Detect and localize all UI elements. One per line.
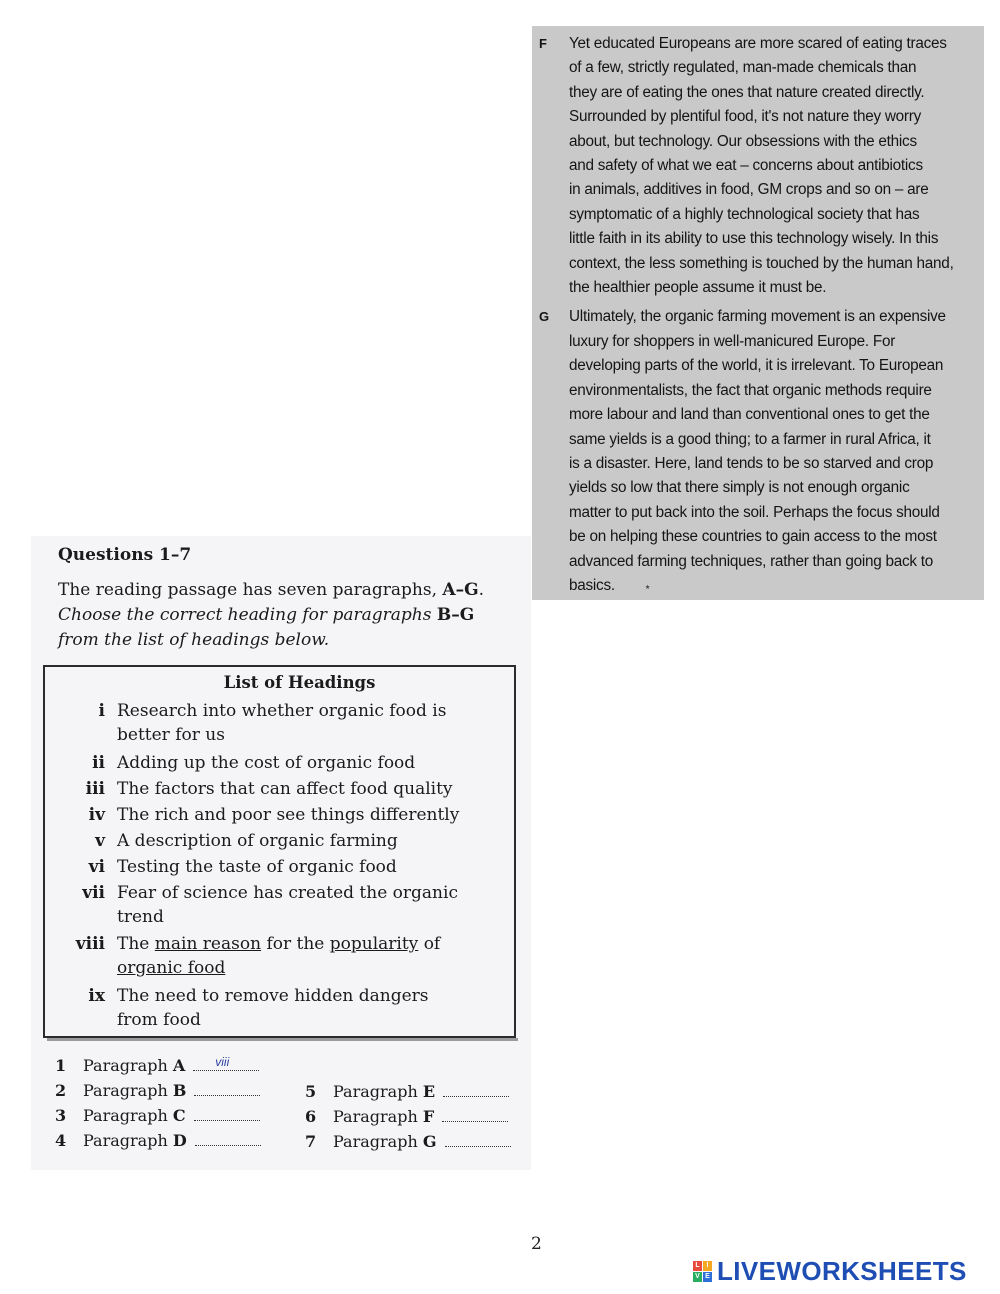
answer-number: 7 <box>305 1132 317 1151</box>
instruction-line-3: from the list of headings below. <box>58 630 330 650</box>
heading-numeral: i <box>98 701 105 721</box>
logo-tile: I <box>703 1261 712 1271</box>
logo-tile: L <box>693 1261 702 1271</box>
heading-numeral: iii <box>85 779 105 799</box>
headings-list-box <box>43 665 516 1038</box>
answer-label: Paragraph <box>83 1106 168 1125</box>
answer-number: 3 <box>55 1106 67 1125</box>
answer-label: Paragraph <box>83 1081 168 1100</box>
box-shadow <box>47 1038 518 1041</box>
heading-text-underlined: popularity <box>329 934 419 954</box>
heading-item <box>45 803 505 827</box>
heading-text: Research into whether organic food is better for us <box>117 701 447 745</box>
answer-blank[interactable] <box>445 1132 511 1147</box>
heading-item <box>45 881 505 929</box>
heading-text-underlined: main reason <box>154 934 262 954</box>
heading-numeral: ix <box>88 986 105 1006</box>
heading-text-part: The <box>117 934 155 954</box>
questions-instructions <box>58 578 528 653</box>
answer-row-2 <box>55 1081 260 1100</box>
heading-text: Fear of science has created the organic trend <box>117 883 458 927</box>
heading-text: Testing the taste of organic food <box>117 857 397 877</box>
heading-numeral: vi <box>88 857 105 877</box>
paragraph-letter: F <box>539 36 547 51</box>
instruction-line-1 <box>58 578 528 603</box>
heading-item <box>45 751 505 775</box>
heading-numeral: viii <box>75 934 105 954</box>
heading-numeral: ii <box>92 753 105 773</box>
answer-letter: B <box>172 1081 187 1100</box>
instruction-line-2 <box>58 603 528 628</box>
paragraph-g <box>538 305 980 600</box>
heading-item <box>45 829 505 853</box>
answer-letter: E <box>422 1082 436 1101</box>
heading-text: Adding up the cost of organic food <box>117 753 416 773</box>
answer-blank[interactable] <box>193 1056 259 1071</box>
paragraph-letter: G <box>539 309 549 325</box>
headings-title: List of Headings <box>223 673 376 692</box>
heading-text: A description of organic farming <box>117 831 398 851</box>
paragraph-f <box>538 32 980 300</box>
answer-number: 5 <box>305 1082 317 1101</box>
answer-row-7 <box>305 1132 511 1151</box>
answer-row-1 <box>55 1056 259 1075</box>
paragraph-body: Ultimately, the organic farming movement is an expensive luxury for shoppers in well-manicured Europe. For developing parts of the world, it is irrelevant. To European environmentalists, the fact that organic methods require more labour and land than conventional ones to get the same yields is a good thing; to a farmer in rural Africa, it is a disaster. Here, land tends to be so starved and crop yields so low that there simply is not enough organic matter to put back into the soil. Perhaps the focus should be on helping these countries to gain access to the most advanced farming techniques, rather than going back to basics. <box>569 308 946 594</box>
stray-mark: ٭ <box>644 581 651 593</box>
heading-item <box>45 932 505 980</box>
answer-label: Paragraph <box>333 1132 418 1151</box>
answer-blank[interactable] <box>194 1081 260 1096</box>
instruction-range: A–G <box>442 580 479 600</box>
answer-number: 2 <box>55 1081 67 1100</box>
answer-label: Paragraph <box>83 1131 168 1150</box>
answer-label: Paragraph <box>333 1107 418 1126</box>
answer-row-6 <box>305 1107 508 1126</box>
passage-panel <box>532 26 984 600</box>
questions-title: Questions 1–7 <box>58 545 192 565</box>
heading-numeral: vii <box>82 883 105 903</box>
paragraph-text: Yet educated Europeans are more scared of eating traces of a few, strictly regulated, man-made chemicals than they are of eating the ones that nature created directly. Surrounded by plentiful food, it's not nature they worry about, but technology. Our obsessions with the ethics and safety of what we eat – concerns about antibiotics in animals, additives in food, GM crops and so on – are symptomatic of a highly technological society that has little faith in its ability to use this technology wisely. In this context, the less something is touched by the human hand, the healthier people assume it must be. <box>569 35 954 297</box>
answer-row-5 <box>305 1082 509 1101</box>
liveworksheets-brand <box>693 1256 967 1287</box>
heading-text-part: of <box>418 934 441 954</box>
heading-numeral: v <box>95 831 105 851</box>
heading-text: The rich and poor see things differently <box>117 805 460 825</box>
answer-value: viii <box>215 1055 230 1069</box>
heading-numeral: iv <box>88 805 105 825</box>
instruction-end: . <box>478 580 485 600</box>
heading-item <box>45 855 505 879</box>
heading-text-part: for the <box>261 934 330 954</box>
page-number: 2 <box>531 1234 542 1254</box>
answer-label: Paragraph <box>83 1056 168 1075</box>
logo-tile: E <box>703 1272 712 1282</box>
answer-letter: C <box>172 1106 186 1125</box>
instruction-text: Choose the correct heading for paragraphs <box>58 605 437 625</box>
paragraph-text <box>569 305 980 600</box>
answer-number: 1 <box>55 1056 67 1075</box>
brand-name[interactable]: LIVEWORKSHEETS <box>717 1256 967 1286</box>
heading-text <box>117 932 505 980</box>
answer-letter: D <box>172 1131 187 1150</box>
questions-panel <box>31 536 531 1170</box>
answer-blank[interactable] <box>194 1106 260 1121</box>
heading-item <box>45 699 505 747</box>
answer-number: 4 <box>55 1131 67 1150</box>
liveworksheets-logo-icon <box>693 1261 713 1283</box>
instruction-text: The reading passage has seven paragraphs, <box>58 580 443 600</box>
instruction-range: B–G <box>436 605 475 625</box>
logo-tile: V <box>693 1272 702 1282</box>
heading-text-underlined: organic food <box>117 958 226 978</box>
heading-item <box>45 984 505 1032</box>
answer-letter: F <box>422 1107 435 1126</box>
answer-row-3 <box>55 1106 260 1125</box>
answer-row-4 <box>55 1131 261 1150</box>
heading-text: The factors that can affect food quality <box>117 779 453 799</box>
answer-blank[interactable] <box>442 1107 508 1122</box>
answer-blank[interactable] <box>443 1082 509 1097</box>
answer-letter: A <box>172 1056 186 1075</box>
answer-label: Paragraph <box>333 1082 418 1101</box>
answer-letter: G <box>422 1132 437 1151</box>
answer-blank[interactable] <box>195 1131 261 1146</box>
heading-text: The need to remove hidden dangers from food <box>117 986 429 1030</box>
heading-item <box>45 777 505 801</box>
answer-number: 6 <box>305 1107 317 1126</box>
